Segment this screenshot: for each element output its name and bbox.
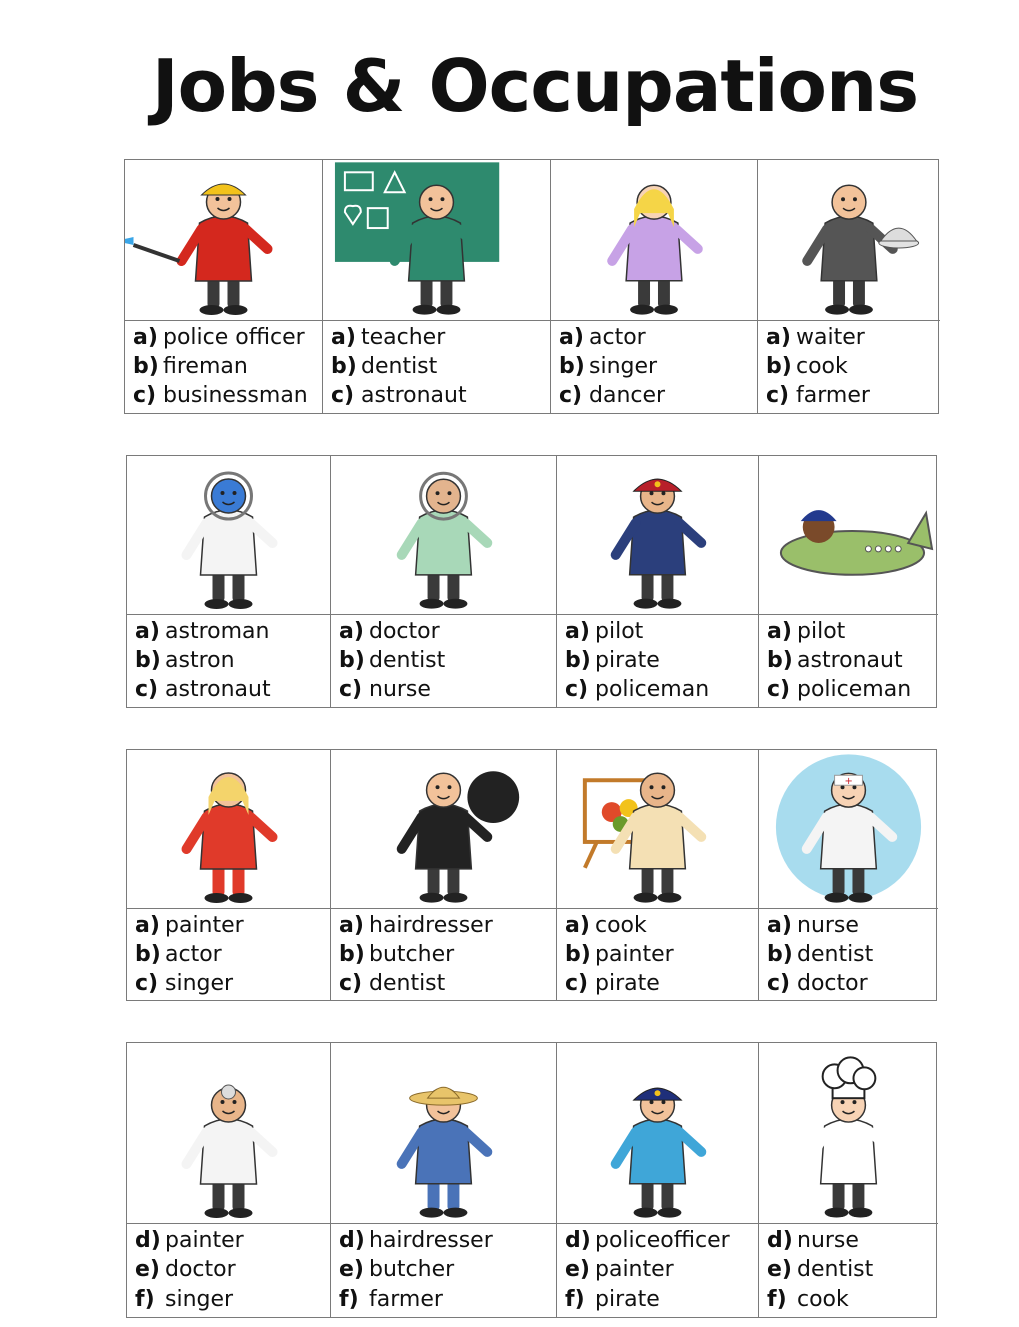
option-letter: a) (767, 912, 792, 938)
firefighter-picture (125, 160, 322, 321)
answer-options (759, 1224, 938, 1317)
option-letter: c) (559, 383, 583, 409)
option-text: waiter (796, 324, 865, 350)
option-letter: d) (339, 1227, 365, 1253)
question-card (758, 456, 938, 707)
answer-option[interactable] (339, 970, 556, 998)
option-text: farmer (796, 383, 870, 409)
astronaut-picture (127, 456, 330, 615)
option-text: hairdresser (369, 1227, 493, 1253)
option-text: policeman (797, 677, 912, 703)
answer-option[interactable] (766, 324, 940, 352)
option-text: dentist (369, 970, 446, 996)
option-letter: c) (767, 970, 791, 996)
answer-option[interactable] (767, 647, 938, 675)
question-card (556, 1043, 758, 1317)
option-letter: f) (135, 1287, 155, 1313)
option-letter: c) (133, 383, 157, 409)
option-text: pirate (595, 647, 660, 673)
option-text: astronaut (165, 677, 271, 703)
doctor-picture-drawing (127, 1043, 330, 1223)
option-text: astron (165, 647, 235, 673)
option-letter: a) (133, 324, 158, 350)
option-letter: b) (565, 647, 591, 673)
answer-options (323, 321, 550, 413)
dentist-picture (331, 456, 556, 615)
option-text: farmer (369, 1287, 443, 1313)
option-letter: c) (135, 970, 159, 996)
option-text: pilot (595, 618, 644, 644)
question-card (125, 160, 322, 413)
astronaut-picture-drawing (127, 456, 330, 614)
option-text: singer (589, 353, 658, 379)
option-text: actor (589, 324, 646, 350)
option-text: singer (165, 1287, 234, 1313)
answer-option[interactable] (767, 912, 938, 940)
answer-option[interactable] (133, 353, 322, 381)
question-row (126, 749, 937, 1001)
ballet-dancer-picture-drawing (551, 160, 757, 320)
answer-options (551, 321, 757, 413)
option-text: dentist (361, 353, 438, 379)
farmer-picture-drawing (331, 1043, 556, 1223)
answer-options (125, 321, 322, 413)
option-text: pilot (797, 618, 846, 644)
answer-option[interactable] (339, 1286, 556, 1314)
answer-options (758, 321, 940, 413)
answer-option[interactable] (135, 676, 330, 704)
option-text: fireman (163, 353, 248, 379)
answer-option[interactable] (565, 676, 758, 704)
question-row (126, 455, 937, 708)
question-card (550, 160, 757, 413)
option-letter: b) (767, 941, 793, 967)
question-card (757, 160, 940, 413)
answer-option[interactable] (339, 618, 556, 646)
answer-option[interactable] (767, 970, 938, 998)
answer-option[interactable] (135, 1227, 330, 1255)
singer-picture (127, 750, 330, 909)
painter-picture-drawing (557, 750, 758, 908)
option-letter: b) (135, 647, 161, 673)
pilot-picture (759, 456, 938, 615)
option-letter: b) (331, 353, 357, 379)
option-letter: b) (559, 353, 585, 379)
option-text: painter (165, 912, 244, 938)
option-letter: b) (766, 353, 792, 379)
option-text: painter (595, 1257, 674, 1283)
option-letter: e) (565, 1257, 590, 1283)
option-letter: b) (767, 647, 793, 673)
option-letter: d) (767, 1227, 793, 1253)
singer-picture-drawing (127, 750, 330, 908)
answer-options (759, 909, 938, 1000)
answer-options (127, 1224, 330, 1317)
answer-option[interactable] (767, 941, 938, 969)
option-text: policeman (595, 677, 710, 703)
question-row (124, 159, 939, 414)
chef-picture-drawing (759, 1043, 938, 1223)
answer-option[interactable] (766, 353, 940, 381)
option-letter: e) (339, 1257, 364, 1283)
dentist-picture-drawing (331, 456, 556, 614)
answer-option[interactable] (339, 647, 556, 675)
answer-option[interactable] (565, 1286, 758, 1314)
option-text: police officer (163, 324, 305, 350)
answer-option[interactable] (766, 382, 940, 410)
question-card (556, 456, 758, 707)
option-letter: b) (339, 647, 365, 673)
answer-option[interactable] (767, 1286, 938, 1314)
answer-option[interactable] (135, 970, 330, 998)
option-text: doctor (165, 1257, 236, 1283)
answer-option[interactable] (767, 618, 938, 646)
answer-option[interactable] (331, 382, 550, 410)
option-letter: c) (339, 970, 363, 996)
option-letter: a) (565, 912, 590, 938)
question-card (322, 160, 550, 413)
question-card (127, 1043, 330, 1317)
answer-option[interactable] (339, 941, 556, 969)
answer-option[interactable] (133, 324, 322, 352)
option-letter: a) (331, 324, 356, 350)
question-card (330, 750, 556, 1000)
option-letter: d) (565, 1227, 591, 1253)
option-text: nurse (797, 912, 859, 938)
question-card (758, 1043, 938, 1317)
option-text: doctor (797, 970, 868, 996)
farmer-picture (331, 1043, 556, 1224)
option-text: pirate (595, 970, 660, 996)
answer-option[interactable] (565, 970, 758, 998)
option-text: hairdresser (369, 912, 493, 938)
option-text: dancer (589, 383, 666, 409)
option-text: butcher (369, 941, 455, 967)
firefighter-picture-drawing (125, 160, 322, 320)
option-letter: b) (133, 353, 159, 379)
option-letter: b) (135, 941, 161, 967)
chef-picture (759, 1043, 938, 1224)
option-text: pirate (595, 1287, 660, 1313)
option-letter: e) (135, 1257, 160, 1283)
option-letter: c) (135, 677, 159, 703)
option-text: doctor (369, 618, 440, 644)
option-text: dentist (797, 1257, 874, 1283)
answer-option[interactable] (559, 353, 757, 381)
answer-option[interactable] (559, 324, 757, 352)
option-letter: f) (767, 1287, 787, 1313)
option-text: astronaut (797, 647, 903, 673)
answer-options (331, 1224, 556, 1317)
nurse-picture-drawing (759, 750, 938, 908)
answer-option[interactable] (559, 382, 757, 410)
police-officer-picture-drawing (557, 1043, 758, 1223)
option-text: businessman (163, 383, 308, 409)
answer-option[interactable] (135, 647, 330, 675)
option-text: nurse (369, 677, 431, 703)
pirate-picture (557, 456, 758, 615)
answer-option[interactable] (767, 676, 938, 704)
option-letter: a) (559, 324, 584, 350)
option-text: policeofficer (595, 1227, 730, 1253)
option-letter: c) (565, 677, 589, 703)
option-letter: a) (767, 618, 792, 644)
option-letter: a) (565, 618, 590, 644)
option-letter: c) (767, 677, 791, 703)
option-letter: c) (565, 970, 589, 996)
option-text: teacher (361, 324, 446, 350)
answer-option[interactable] (565, 1256, 758, 1284)
ballet-dancer-picture (551, 160, 757, 321)
option-letter: c) (339, 677, 363, 703)
option-text: painter (165, 1227, 244, 1253)
painter-picture (557, 750, 758, 909)
answer-options (557, 909, 758, 1000)
option-text: painter (595, 941, 674, 967)
answer-option[interactable] (767, 1227, 938, 1255)
option-letter: a) (339, 618, 364, 644)
option-letter: b) (565, 941, 591, 967)
question-card (330, 456, 556, 707)
option-text: butcher (369, 1257, 455, 1283)
option-letter: a) (766, 324, 791, 350)
question-card (127, 456, 330, 707)
answer-option[interactable] (339, 1256, 556, 1284)
question-card (127, 750, 330, 1000)
answer-option[interactable] (339, 676, 556, 704)
option-letter: c) (766, 383, 790, 409)
doctor-picture (127, 1043, 330, 1224)
option-text: singer (165, 970, 234, 996)
answer-options (759, 615, 938, 707)
option-letter: f) (339, 1287, 359, 1313)
option-text: astroman (165, 618, 270, 644)
answer-option[interactable] (331, 324, 550, 352)
teacher-picture-drawing (323, 160, 550, 320)
answer-options (331, 615, 556, 707)
answer-option[interactable] (135, 941, 330, 969)
answer-option[interactable] (767, 1256, 938, 1284)
answer-option[interactable] (135, 912, 330, 940)
answer-option[interactable] (133, 382, 322, 410)
option-letter: f) (565, 1287, 585, 1313)
option-letter: d) (135, 1227, 161, 1253)
svg-text:+: + (844, 776, 853, 788)
answer-option[interactable] (135, 1286, 330, 1314)
page-title: Jobs & Occupations (151, 44, 919, 128)
option-text: cook (796, 353, 848, 379)
question-card (758, 750, 938, 1000)
hairdresser-picture-drawing (331, 750, 556, 908)
pilot-picture-drawing (759, 456, 938, 614)
answer-options (557, 615, 758, 707)
answer-option[interactable] (135, 1256, 330, 1284)
waiter-picture-drawing (758, 160, 940, 320)
option-text: dentist (369, 647, 446, 673)
answer-options (557, 1224, 758, 1317)
answer-option[interactable] (331, 353, 550, 381)
answer-options (127, 615, 330, 707)
waiter-picture (758, 160, 940, 321)
option-text: actor (165, 941, 222, 967)
answer-option[interactable] (565, 1227, 758, 1255)
nurse-picture (759, 750, 938, 909)
pirate-picture-drawing (557, 456, 758, 614)
option-text: nurse (797, 1227, 859, 1253)
answer-option[interactable] (339, 912, 556, 940)
teacher-picture (323, 160, 550, 321)
option-text: cook (595, 912, 647, 938)
answer-option[interactable] (565, 647, 758, 675)
option-text: dentist (797, 941, 874, 967)
option-letter: e) (767, 1257, 792, 1283)
police-officer-picture (557, 1043, 758, 1224)
option-text: astronaut (361, 383, 467, 409)
option-letter: a) (135, 618, 160, 644)
question-card (556, 750, 758, 1000)
answer-options (331, 909, 556, 1000)
answer-options (127, 909, 330, 1000)
answer-option[interactable] (339, 1227, 556, 1255)
answer-option[interactable] (565, 618, 758, 646)
question-row (126, 1042, 937, 1318)
option-letter: b) (339, 941, 365, 967)
answer-option[interactable] (565, 912, 758, 940)
option-text: cook (797, 1287, 849, 1313)
option-letter: a) (339, 912, 364, 938)
hairdresser-picture (331, 750, 556, 909)
option-letter: c) (331, 383, 355, 409)
option-letter: a) (135, 912, 160, 938)
answer-option[interactable] (565, 941, 758, 969)
question-card (330, 1043, 556, 1317)
answer-option[interactable] (135, 618, 330, 646)
